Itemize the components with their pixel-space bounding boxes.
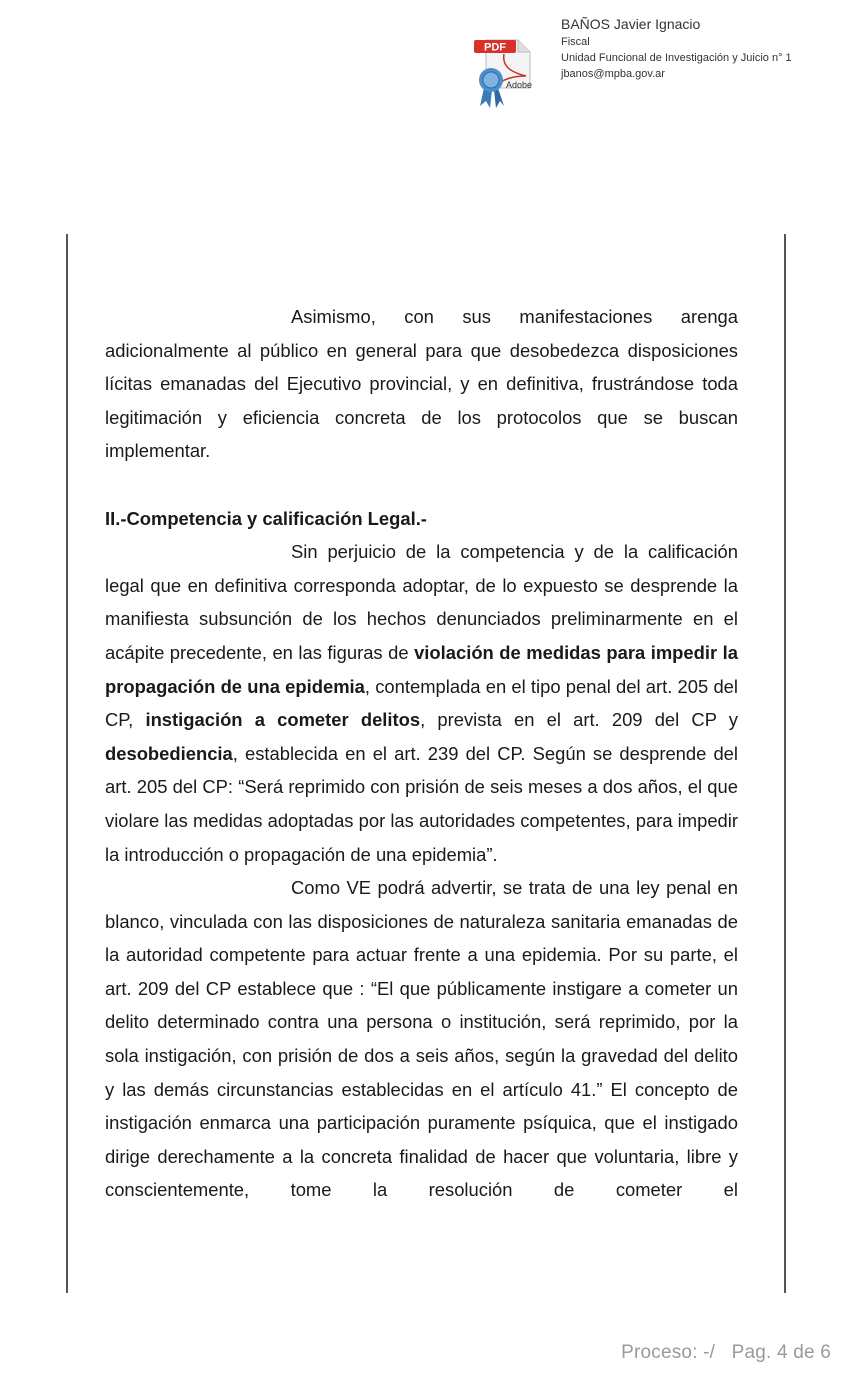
page-border-left <box>66 234 68 1293</box>
paragraph-1: Asimismo, con sus manifestaciones arenga adicionalmente al público en general para que desobedezca disposiciones lícitas emanadas del Ejecutivo provincial, y en definitiva, frustrándose toda legitimación y eficiencia concreta de los protocolos que se buscan implementar. <box>105 306 738 462</box>
signer-unit: Unidad Funcional de Investigación y Juicio n° 1 <box>561 52 792 64</box>
page-footer <box>621 1342 831 1364</box>
page-number: Pag. 4 de 6 <box>731 1342 831 1363</box>
signer-role: Fiscal <box>561 36 590 48</box>
bold-instigacion: instigación a cometer delitos <box>145 709 421 731</box>
signer-name: BAÑOS Javier Ignacio <box>561 16 701 32</box>
svg-text:PDF: PDF <box>484 41 506 54</box>
signer-email: jbanos@mpba.gov.ar <box>561 68 665 80</box>
paragraph-2-text-e: , establecida en el art. 239 del CP. Según se desprende del art. 205 del CP: “Será reprimido con prisión de seis meses a dos años, el que violare las medidas adoptadas por las autoridades competentes, para impedir la introducción o propagación de una epidemia”. <box>105 742 738 865</box>
paragraph-3: Como VE podrá advertir, se trata de una ley penal en blanco, vinculada con las disposiciones de naturaleza sanitaria emanadas de la autoridad competente para actuar frente a una epidemia. Por su parte, el art. 209 del CP establece que : “El que públicamente instigare a cometer un delito determinado contra una persona o institución, será reprimido, por la sola instigación, con prisión de dos a seis años, según la gravedad del delito y las demás circunstancias establecidas en el artículo 41.” El concepto de instigación enmarca una participación puramente psíquica, que el instigado dirige derechamente a la concreta finalidad de hacer que voluntaria, libre y conscientemente, tome la resolución de cometer el <box>105 877 738 1201</box>
document-body <box>105 300 738 1207</box>
page-border-right <box>784 234 786 1293</box>
paragraph-2-text-d: , prevista en el art. 209 del CP y <box>420 709 739 731</box>
section-heading: II.-Competencia y calificación Legal.- <box>105 507 427 529</box>
bold-violacion: violación de medidas para impedir la propagación de una epidemia <box>105 641 738 697</box>
svg-text:Adobe: Adobe <box>505 80 533 90</box>
pdf-signature-icon <box>472 36 536 110</box>
paragraph-2 <box>105 535 738 871</box>
signature-block <box>561 14 792 82</box>
bold-desobediencia: desobediencia <box>105 742 233 764</box>
paragraph-2-text-c: , contemplada en el tipo penal del art. 205 del CP, <box>105 675 738 731</box>
paragraph-2-text-a: Sin perjuicio de la competencia y de la calificación legal que en definitiva corresponda adoptar, de lo expuesto se desprende la manifiesta subsunción de los hechos denunciados preliminarmente en el acápite precedente, en las figuras de <box>105 541 738 663</box>
process-label: Proceso: -/ <box>621 1342 716 1363</box>
